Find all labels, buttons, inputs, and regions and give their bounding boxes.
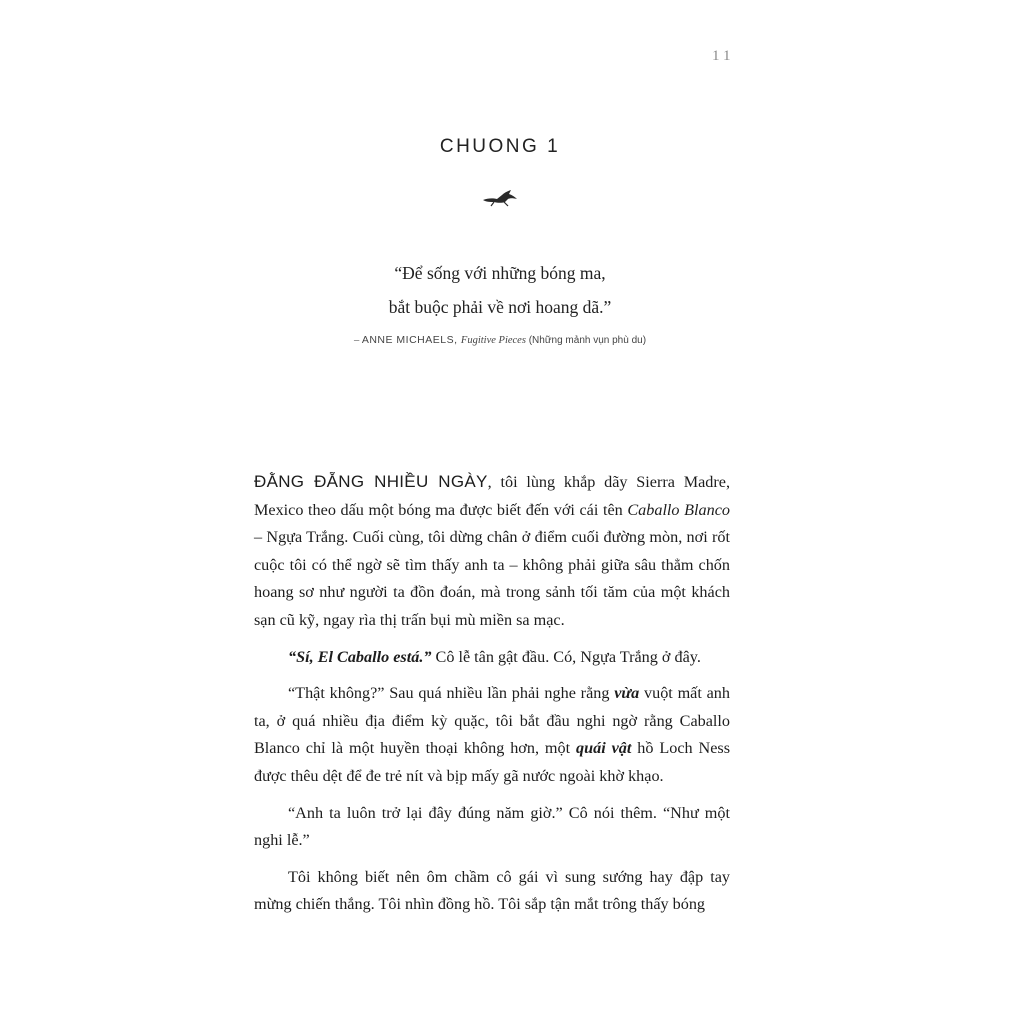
paragraph-text: “Thật không?” Sau quá nhiều lần phải nghe rằng — [288, 684, 615, 703]
italic-term: Caballo Blanco — [627, 500, 730, 519]
paragraph-3 — [254, 680, 730, 790]
paragraph-1 — [254, 468, 730, 635]
attribution-author: ANNE MICHAELS, — [361, 334, 461, 346]
page-number: 11 — [712, 48, 735, 64]
running-horse-ornament-icon — [480, 186, 520, 208]
paragraph-5: Tôi không biết nên ôm chầm cô gái vì sung sướng hay đập tay mừng chiến thắng. Tôi nhìn đồng hồ. Tôi sắp tận mắt trông thấy bóng — [254, 867, 730, 914]
attribution-work-title: Fugitive Pieces — [460, 335, 526, 346]
paragraph-text: , tôi lùng khắp dãy Sierra Madre, Mexico theo dấu một bóng ma được biết đến với cái tên — [254, 473, 730, 519]
paragraph-2 — [254, 644, 730, 672]
paragraph-text: Cô lễ tân gật đầu. Có, Ngựa Trắng ở đây. — [431, 647, 701, 666]
emphasis-text: quái vật — [576, 739, 632, 758]
paragraph-text: hồ Loch Ness được thêu dệt để đe trẻ nít và bịp mấy gã nước ngoài khờ khạo. — [254, 739, 731, 785]
epigraph — [0, 256, 1000, 324]
paragraph-text: vuột mất anh ta, ở quá nhiều địa điểm kỳ quặc, tôi bắt đầu nghi ngờ rằng Caballo Blanco chỉ là một huyền thoại không hơn, một — [254, 684, 730, 758]
epigraph-line-1: “Để sống với những bóng ma, — [394, 263, 606, 283]
epigraph-attribution — [0, 334, 1000, 346]
spanish-dialogue: “Sí, El Caballo está.” — [288, 647, 432, 666]
attribution-translation: (Những mảnh vụn phù du) — [525, 335, 647, 346]
lead-in-text: ĐẰNG ĐẴNG NHIỀU NGÀY — [254, 472, 488, 491]
emphasis-text: vừa — [614, 684, 640, 703]
paragraph-text: – Ngựa Trắng. Cuối cùng, tôi dừng chân ở điểm cuối đường mòn, nơi rốt cuộc tôi có thể ngờ sẽ tìm thấy anh ta – không phải giữa sâu thẳm chốn hoang sơ như người ta đồn đoán, mà trong sảnh tối tăm của một khách sạn cũ kỹ, ngay rìa thị trấn bụi mù miền sa mạc. — [254, 528, 730, 629]
chapter-title: CHUONG 1 — [439, 136, 561, 157]
paragraph-4: “Anh ta luôn trở lại đây đúng năm giờ.” Cô nói thêm. “Như một nghi lễ.” — [254, 803, 730, 850]
epigraph-line-2: bắt buộc phải về nơi hoang dã.” — [388, 297, 612, 317]
attribution-prefix: – — [353, 335, 362, 346]
chapter-body — [254, 468, 730, 928]
